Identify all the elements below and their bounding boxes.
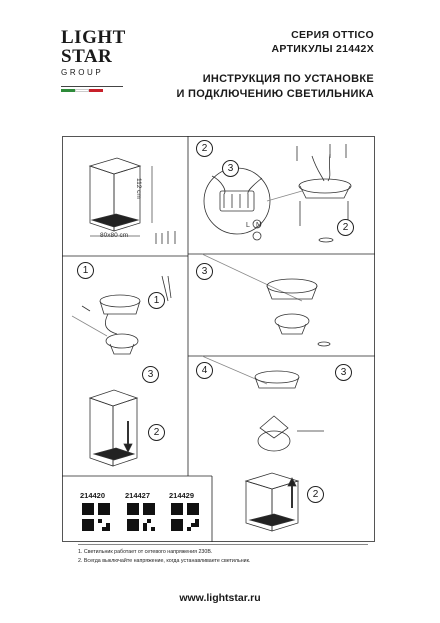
- installation-diagrams: [62, 136, 375, 542]
- mounting-assembly-1: [82, 276, 171, 354]
- step-4-marker: 4: [196, 362, 213, 379]
- article-number: АРТИКУЛЫ 21442X: [271, 43, 374, 55]
- footprint-dimension: 80x80 cm: [100, 232, 129, 239]
- callout-2-step4: 2: [307, 486, 324, 503]
- article-214429: 214429: [169, 491, 195, 500]
- safety-notes: [78, 544, 368, 566]
- callout-3-wiring: 3: [222, 160, 239, 177]
- logo-text-light: LIGHT: [61, 27, 126, 48]
- callout-2-step1: 2: [148, 424, 165, 441]
- article-214427: 214427: [125, 491, 151, 500]
- height-dimension: 112 cm: [135, 178, 142, 199]
- screws-icon: [156, 231, 175, 244]
- guide-line: [202, 254, 302, 301]
- instruction-title-line1: ИНСТРУКЦИЯ ПО УСТАНОВКЕ: [202, 73, 374, 85]
- lightstar-logo: [61, 28, 131, 98]
- callout-3-step1: 3: [142, 366, 159, 383]
- article-214420: 214420: [80, 491, 106, 500]
- callout-2-mount: 2: [337, 219, 354, 236]
- step-1-marker: 1: [77, 262, 94, 279]
- italian-flag-stripe: [61, 79, 123, 82]
- step-2-marker: 2: [196, 140, 213, 157]
- callout-3-step4: 3: [335, 364, 352, 381]
- note-power-off: 2. Всегда выключайте напряжение, когда устанавливаете светильник.: [78, 558, 251, 564]
- lamp-body-overview: [90, 158, 152, 236]
- qr-code-214420: [82, 503, 110, 531]
- step-3-marker: 3: [196, 263, 213, 280]
- guide-line: [72, 316, 107, 336]
- callout-1-step1: 1: [148, 292, 165, 309]
- logo-text-star: STAR: [61, 46, 113, 67]
- wiring-detail: [204, 168, 302, 240]
- instruction-title-line2: И ПОДКЛЮЧЕНИЮ СВЕТИЛЬНИКА: [176, 88, 374, 100]
- series-title: СЕРИЯ OTTICO: [291, 29, 374, 41]
- lamp-body-step1: [90, 390, 137, 466]
- qr-code-214427: [127, 503, 155, 531]
- logo-text-group: GROUP: [61, 68, 104, 77]
- lamp-body-step4: [246, 473, 298, 531]
- website-url: www.lightstar.ru: [179, 592, 261, 604]
- wire-neutral-label: N: [256, 222, 262, 229]
- wire-live-label: L: [246, 222, 250, 229]
- note-voltage: 1. Светильник работает от сетевого напряжения 230В.: [78, 549, 213, 555]
- logo-underline: [61, 86, 123, 90]
- qr-code-214429: [171, 503, 199, 531]
